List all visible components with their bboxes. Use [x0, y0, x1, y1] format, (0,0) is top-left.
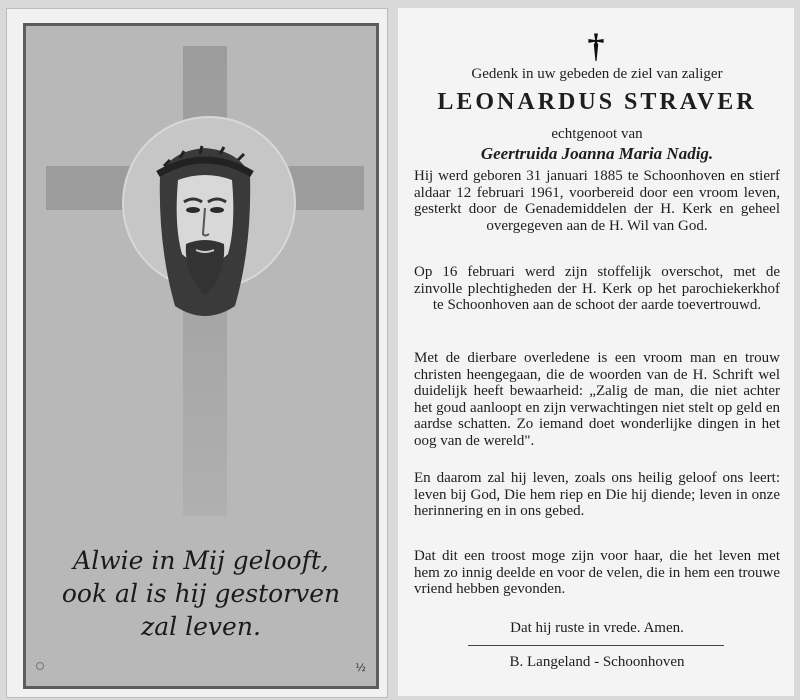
divider	[468, 645, 724, 646]
biography-paragraph-1: Hij werd geboren 31 januari 1885 te Schoonhoven en stierf aldaar 12 februari 1961, voorbereid door een vroom leven, gesterkt door de Genademiddelen der H. Kerk en geheel overgegeven aan de H. Wil van God.	[414, 168, 780, 234]
biography-paragraph-2: Op 16 februari werd zijn stoffelijk overschot, met de zinvolle plechtigheden der H. Kerk op het parochiekerkhof te Schoonhoven aan de schoot der aarde toevertrouwd.	[414, 264, 780, 314]
spouse-name: Geertruida Joanna Maria Nadig.	[480, 144, 714, 163]
rest-in-peace-line: Dat hij ruste in vrede. Amen.	[510, 620, 684, 636]
cross-icon: †	[587, 28, 605, 65]
closing-paragraph: En daarom zal hij leven, zoals ons heilig geloof ons leert: leven bij God, Die hem riep en Die hij diende; leven in onze herinnering en in ons gebed.	[414, 470, 780, 520]
corner-mark	[36, 662, 44, 670]
spouse-label: echtgenoot van	[551, 126, 643, 142]
printer-credit: B. Langeland - Schoonhoven	[509, 654, 685, 670]
intro-line: Gedenk in uw gebeden de ziel van zaliger	[471, 66, 723, 82]
prayer-card-back	[398, 8, 794, 696]
hope-paragraph: Dat dit een troost moge zijn voor haar, die het leven met hem zo innig deelde en voor de velen, die in hem een trouwe vriend hebben gevonden.	[414, 548, 780, 598]
christ-face-illustration	[130, 136, 280, 326]
scripture-verse	[26, 544, 376, 643]
verse-line-1: Alwie in Mij gelooft,	[73, 546, 329, 575]
page-mark: ½	[355, 661, 366, 674]
verse-line-2: ook al is hij gestorven	[61, 579, 341, 608]
verse-line-3: zal leven.	[141, 612, 261, 641]
deceased-name: LEONARDUS STRAVER	[437, 89, 757, 115]
memorial-paragraph: Met de dierbare overledene is een vroom man en trouw christen heengegaan, die de woorden van de H. Schrift wel duidelijk heeft bewaarheid: „Zalig de man, die niet achter het goud aanloopt en zijn verwachtingen niet stelt op geld en aardse schatten. Zo iemand doet wonderlijke dingen in het oog van de wereld".	[414, 350, 780, 449]
illustration-panel	[23, 23, 379, 689]
prayer-card-front	[6, 8, 388, 698]
